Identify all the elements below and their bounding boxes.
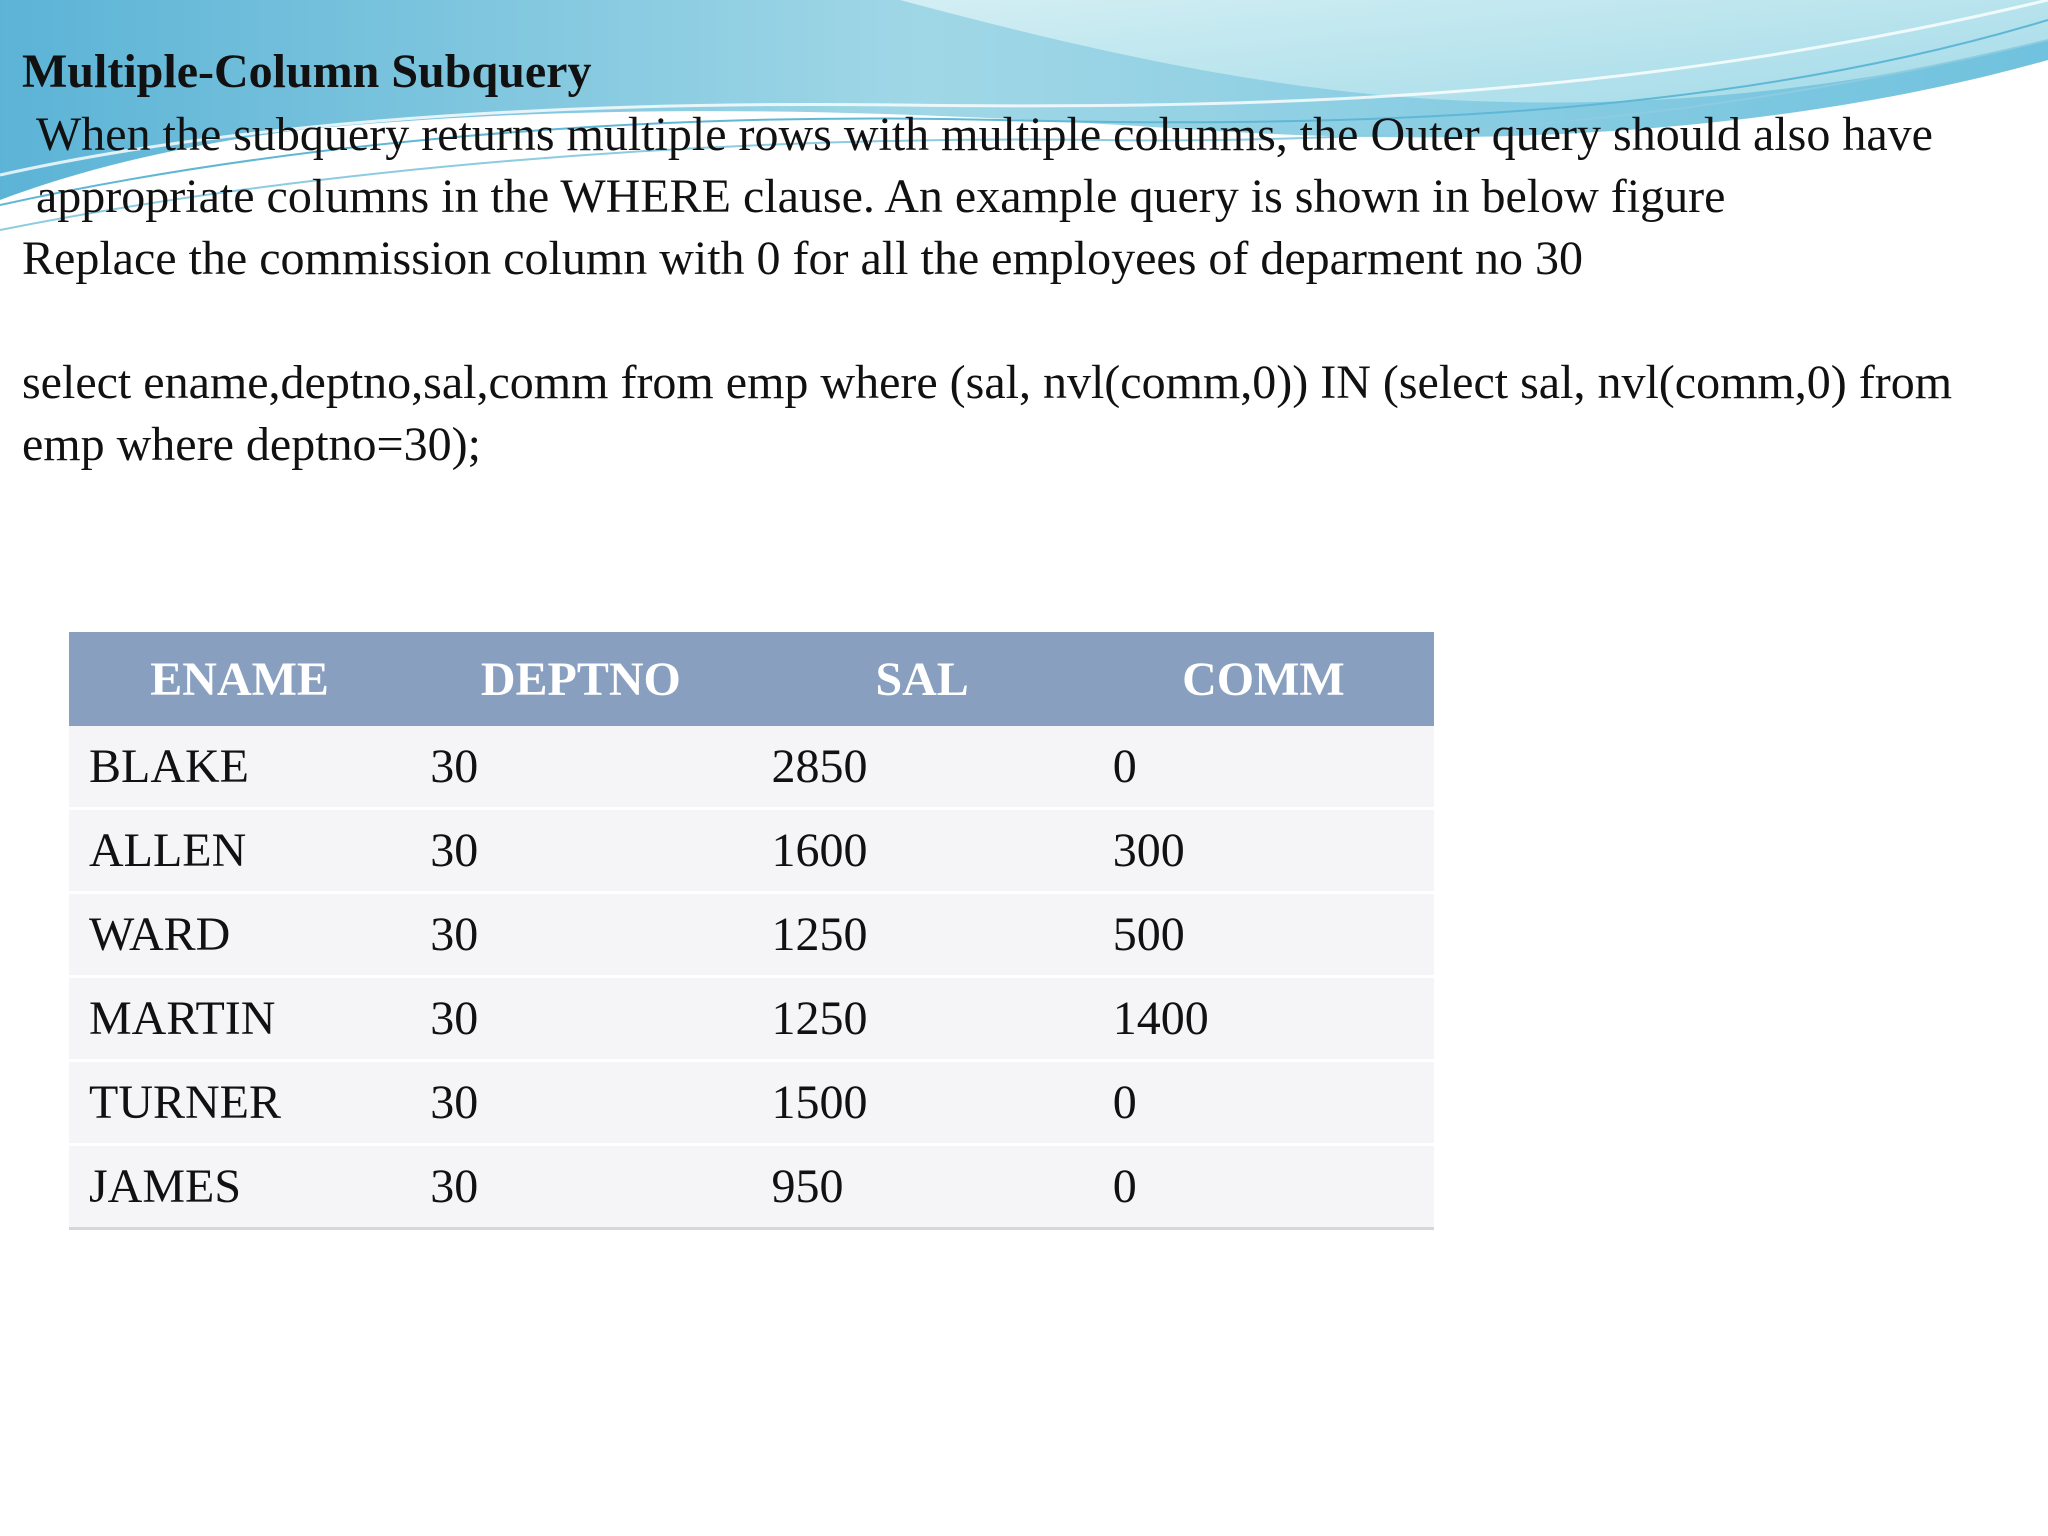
cell-deptno: 30 xyxy=(410,1061,751,1145)
cell-ename: BLAKE xyxy=(69,726,410,809)
column-header-ename: ENAME xyxy=(69,632,410,726)
cell-ename: MARTIN xyxy=(69,977,410,1061)
table-header-row xyxy=(69,632,1434,726)
cell-deptno: 30 xyxy=(410,726,751,809)
cell-sal: 1600 xyxy=(752,809,1093,893)
table-row xyxy=(69,977,1434,1061)
cell-sal: 2850 xyxy=(752,726,1093,809)
table-row xyxy=(69,893,1434,977)
cell-comm: 0 xyxy=(1093,1145,1434,1229)
table-row xyxy=(69,809,1434,893)
cell-deptno: 30 xyxy=(410,893,751,977)
column-header-sal: SAL xyxy=(752,632,1093,726)
cell-sal: 1250 xyxy=(752,893,1093,977)
cell-deptno: 30 xyxy=(410,1145,751,1229)
result-table xyxy=(69,632,1434,1230)
column-header-comm: COMM xyxy=(1093,632,1434,726)
cell-ename: JAMES xyxy=(69,1145,410,1229)
cell-comm: 0 xyxy=(1093,1061,1434,1145)
cell-comm: 500 xyxy=(1093,893,1434,977)
cell-deptno: 30 xyxy=(410,977,751,1061)
sql-query: select ename,deptno,sal,comm from emp where (sal, nvl(comm,0)) IN (select sal, nvl(comm,0) from emp where deptno=30); xyxy=(22,356,1953,471)
table-row xyxy=(69,1145,1434,1229)
cell-sal: 1500 xyxy=(752,1061,1093,1145)
cell-comm: 0 xyxy=(1093,726,1434,809)
cell-ename: WARD xyxy=(69,893,410,977)
spacer xyxy=(22,290,2012,352)
table-row xyxy=(69,726,1434,809)
cell-sal: 950 xyxy=(752,1145,1093,1229)
column-header-deptno: DEPTNO xyxy=(410,632,751,726)
cell-ename: ALLEN xyxy=(69,809,410,893)
table-row xyxy=(69,1061,1434,1145)
slide-title: Multiple-Column Subquery xyxy=(22,45,592,98)
result-table-container xyxy=(69,632,1434,1230)
slide-content xyxy=(22,40,2012,476)
cell-ename: TURNER xyxy=(69,1061,410,1145)
description-paragraph: When the subquery returns multiple rows with multiple colunms, the Outer query should also have appropriate columns in the WHERE clause. An example query is shown in below figure xyxy=(36,108,1933,223)
cell-comm: 300 xyxy=(1093,809,1434,893)
cell-comm: 1400 xyxy=(1093,977,1434,1061)
instruction-paragraph: Replace the commission column with 0 for all the employees of deparment no 30 xyxy=(22,232,1583,285)
cell-sal: 1250 xyxy=(752,977,1093,1061)
cell-deptno: 30 xyxy=(410,809,751,893)
